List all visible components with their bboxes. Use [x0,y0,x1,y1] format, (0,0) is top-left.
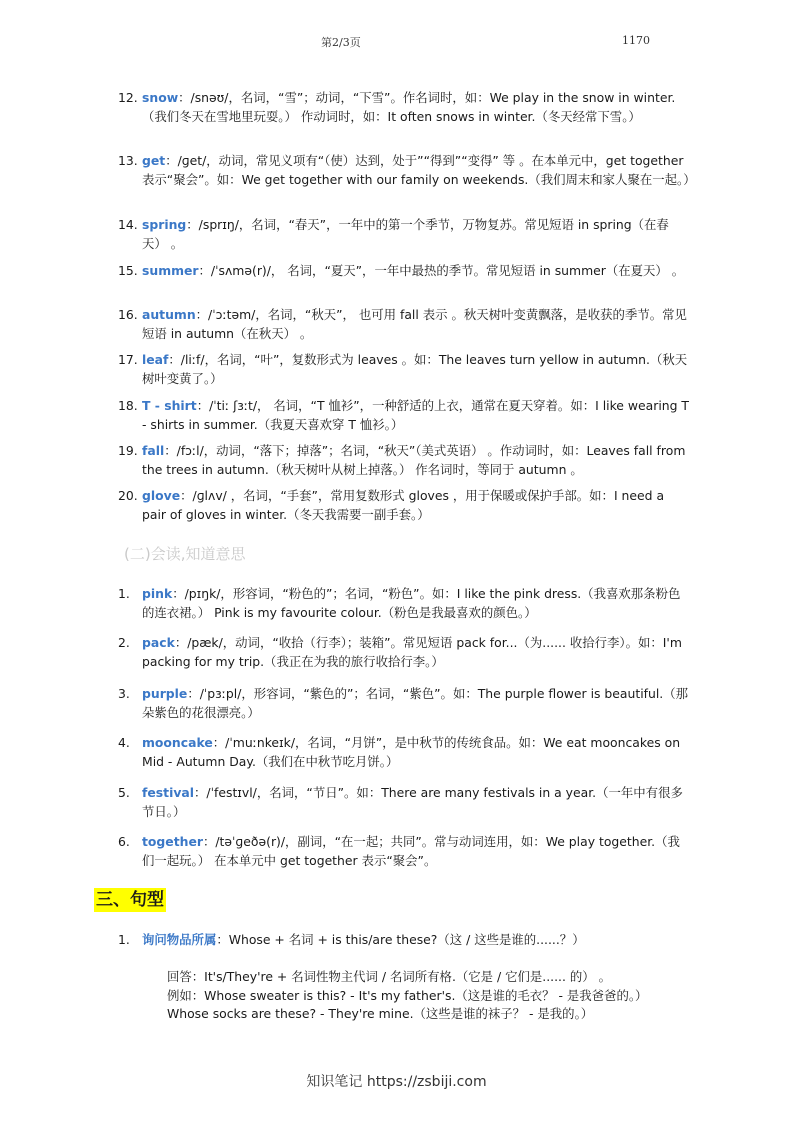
vocab-entry [118,685,690,722]
entry-number: 2. [118,635,130,650]
entry-number: 12. [118,90,138,105]
entry-number: 14. [118,217,138,232]
vocab-entry [118,262,690,281]
vocab-word: pack [142,635,175,650]
vocab-word: autumn [142,307,196,322]
entry-number: 18. [118,398,138,413]
vocab-word: leaf [142,352,169,367]
entry-number: 17. [118,352,138,367]
entry-number: 4. [118,735,130,750]
vocab-word: get [142,153,166,168]
vocab-word: snow [142,90,179,105]
vocab-definition: ：/ˈfestɪvl/，名词，“节日”。如：There are many festivals in a year.（一年中有很多节日。） [142,785,683,819]
section-heading: 三、句型 [96,890,164,910]
vocab-entry [118,585,690,622]
sentence-pattern [118,931,690,950]
answer-line: 回答：It's/They're + 名词性物主代词 / 名词所有格.（它是 / 它们是...... 的） 。 [167,969,611,984]
vocab-entry [118,784,690,821]
vocab-definition: ：/ɡet/，动词，常见义项有“（使）达到，处于”“得到”“变得” 等 。在本单元中，get together 表示“聚会”。如：We get together with our family on weekends.（我们周末和家人聚在一起。） [142,153,696,187]
vocab-definition: ：/liːf/，名词，“叶”，复数形式为 leaves 。如：The leaves turn yellow in autumn.（秋天树叶变黄了。） [142,352,688,386]
vocab-definition: ：/ɡlʌv/ ，名词，“手套”，常用复数形式 gloves ，用于保暖或保护手部。如：I need a pair of gloves in winter.（冬天我需要一副手套。） [142,488,665,522]
vocab-word: fall [142,443,165,458]
entry-number: 19. [118,443,138,458]
vocab-word: spring [142,217,187,232]
vocab-entry [118,734,690,771]
vocab-definition: ：/ˈɔːtəm/，名词，“秋天”， 也可用 fall 表示 。秋天树叶变黄飘落，是收获的季节。常见短语 in autumn（在秋天） 。 [142,307,687,341]
vocab-entry [118,216,690,253]
vocab-definition: ：/snəʊ/，名词，“雪”；动词，“下雪”。作名词时，如：We play in the snow in winter.（我们冬天在雪地里玩耍。） 作动词时，如：It often snows in winter.（冬天经常下雪。） [142,90,676,124]
vocab-word: summer [142,263,199,278]
entry-number: 5. [118,785,130,800]
vocab-entry [118,397,690,434]
vocab-word: purple [142,686,188,701]
entry-number: 13. [118,153,138,168]
vocab-word: glove [142,488,181,503]
section-subheading: (二)会读,知道意思 [124,545,246,563]
vocab-word: festival [142,785,195,800]
page-header [0,34,793,50]
entry-number: 6. [118,834,130,849]
vocab-entry [118,152,696,189]
pattern-text: ：Whose + 名词 + is this/are these?（这 / 这些是谁的......？） [216,932,585,947]
answer-line: Whose socks are these? - They're mine.（这些是谁的袜子？ - 是我的。） [167,1006,594,1021]
vocab-entry [118,89,690,126]
vocab-entry [118,351,690,388]
vocab-word: T - shirt [142,398,197,413]
entry-number: 20. [118,488,138,503]
vocab-word: mooncake [142,735,213,750]
vocab-definition: ：/ˈpɜːpl/，形容词，“紫色的”；名词，“紫色”。如：The purple flower is beautiful.（那朵紫色的花很漂亮。） [142,686,689,720]
entry-number: 1. [118,586,130,601]
pattern-label: 询问物品所属 [142,932,217,947]
pattern-answer [167,968,692,1024]
vocab-definition: ：/pɪŋk/，形容词，“粉色的”；名词，“粉色”。如：I like the pink dress.（我喜欢那条粉色的连衣裙。） Pink is my favourite colour.（粉色是我最喜欢的颜色。） [142,586,681,620]
vocab-definition: ：/sprɪŋ/，名词，“春天”，一年中的第一个季节，万物复苏。常见短语 in spring（在春天） 。 [142,217,669,251]
entry-number: 1. [118,932,130,947]
vocab-definition: ：/ˈtiː ʃɜːt/， 名词，“T 恤衫”，一种舒适的上衣，通常在夏天穿着。如：I like wearing T - shirts in summer.（我夏天喜欢穿 T 恤衫。） [142,398,689,432]
answer-line: 例如：Whose sweater is this? - It's my father's.（这是谁的毛衣？ - 是我爸爸的。） [167,987,648,1003]
vocab-definition: ：/ˈsʌmə(r)/， 名词，“夏天”，一年中最热的季节。常见短语 in summer（在夏天） 。 [198,263,685,278]
entry-number: 15. [118,263,138,278]
vocab-entry [118,833,690,870]
entry-number: 16. [118,307,138,322]
vocab-definition: ：/ˈmuːnkeɪk/，名词，“月饼”，是中秋节的传统食品。如：We eat mooncakes on Mid - Autumn Day.（我们在中秋节吃月饼。） [142,735,681,769]
vocab-entry [118,487,690,524]
vocab-entry [118,442,690,479]
vocab-definition: ：/pæk/，动词，“收拾（行李）；装箱”。常见短语 pack for...（为...... 收拾行李）。如：I'm packing for my trip.（我正在为我的旅行收拾行李。） [142,635,682,669]
vocab-entry [118,634,690,671]
vocab-word: together [142,834,203,849]
entry-number: 3. [118,686,130,701]
footer-watermark: 知识笔记 https://zsbiji.com [306,1074,487,1090]
vocab-entry [118,306,690,343]
document-code: 1170 [622,34,650,47]
vocab-definition: ：/fɔːl/，动词，“落下；掉落”；名词，“秋天”（美式英语） 。作动词时，如：Leaves fall from the trees in autumn.（秋天树叶从树上掉落。） 作名词时，等同于 autumn 。 [142,443,686,477]
vocab-definition: ：/təˈɡeðə(r)/，副词，“在一起；共同”。常与动词连用，如：We play together.（我们一起玩。） 在本单元中 get together 表示“聚会”。 [142,834,680,868]
page-number: 第2/3页 [321,36,361,49]
vocab-word: pink [142,586,173,601]
